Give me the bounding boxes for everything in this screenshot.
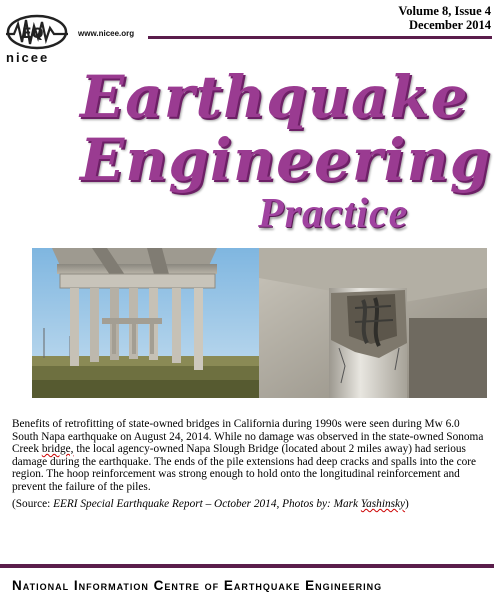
- damaged-pile-photo: [259, 248, 487, 398]
- volume-issue: Volume 8, Issue 4: [398, 4, 491, 18]
- article-part-2: the local agency-owned Napa Slough Bridge (located about 2 miles away) had serious damage during the earthquake. The ends of the pile extensions had deep cracks and spalls into the core region. The hoop reinforcement was strong enough to hold onto the longitudinal reinforcement and prevent the failure of the piles.: [12, 443, 477, 493]
- issue-date: December 2014: [408, 18, 491, 32]
- article-source: [12, 498, 486, 511]
- article-part-1: Benefits of retrofitting of state-owned bridges in California during 1990s were seen during Mw 6.0 South Napa earthquake on August 24, 2014. While no damage was observed in the state-owned Sonoma Creek: [12, 418, 484, 455]
- source-citation: EERI Special Earthquake Report – October 2014, Photos by: Mark: [53, 498, 361, 510]
- seismograph-logo-icon: [4, 12, 70, 52]
- footer-org-name: National Information Centre of Earthquake Engineering: [12, 578, 383, 593]
- website-link[interactable]: www.nicee.org: [78, 29, 135, 38]
- title-line-3: Practice: [258, 191, 409, 237]
- source-photographer: Yashinsky: [360, 498, 406, 510]
- header-rule: [148, 36, 492, 39]
- logo-wordmark: nicee: [6, 50, 50, 65]
- article-misspelled-word: bridge,: [41, 443, 74, 455]
- source-suffix: ): [405, 498, 409, 510]
- source-prefix: (Source:: [12, 498, 54, 510]
- title-line-2: Engineering: [80, 126, 492, 194]
- title-line-1: Earthquake: [80, 63, 469, 131]
- svg-text:EQ: EQ: [22, 26, 44, 42]
- footer-rule: [0, 564, 494, 568]
- article-body: [12, 418, 486, 493]
- bridge-photo: [32, 248, 259, 398]
